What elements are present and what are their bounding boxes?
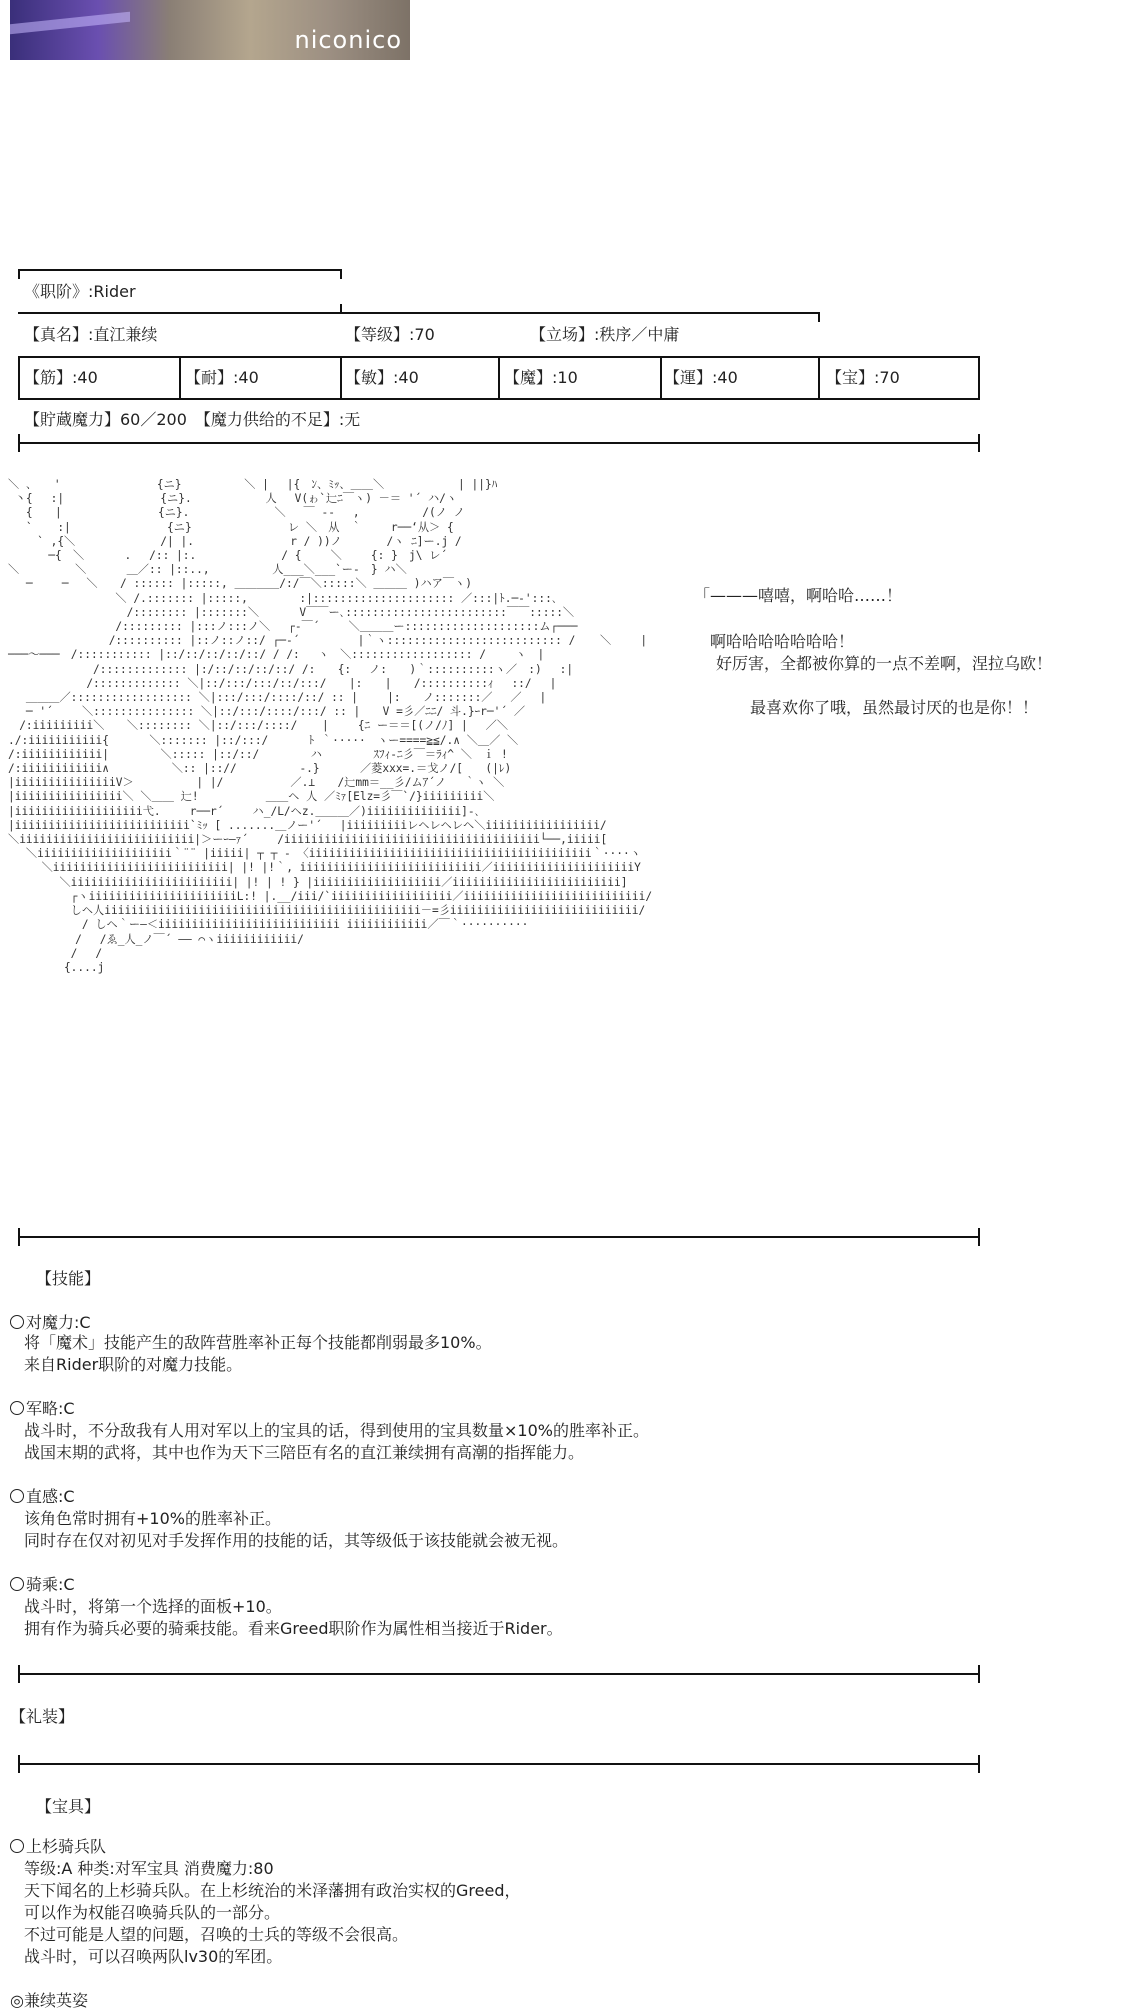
noble-phantasm-header: 【宝具】 — [36, 1797, 101, 1816]
rule-tick — [340, 269, 342, 279]
rule-tick — [978, 1665, 980, 1683]
circle-bullet-icon — [10, 1315, 24, 1329]
skill-name — [10, 1486, 75, 1508]
skills-header: 【技能】 — [36, 1269, 101, 1288]
dialog-line-2: 啊哈哈哈哈哈哈哈！ — [710, 632, 855, 651]
np-desc-line: 等级:A 种类:对军宝具 消费魔力:80 — [24, 1859, 274, 1878]
circle-bullet-icon — [10, 1489, 24, 1503]
rule-tick — [340, 304, 342, 314]
rule-tick — [818, 312, 820, 322]
skill-name — [10, 1398, 75, 1420]
skill-desc-line: 战国末期的武将，其中也作为天下三陪臣有名的直江兼续拥有高潮的指挥能力。 — [24, 1443, 585, 1462]
skill-desc-line: 来自Rider职阶的对魔力技能。 — [24, 1355, 243, 1374]
stat-endurance: 【耐】:40 — [185, 368, 259, 387]
rule-tick — [18, 1755, 20, 1773]
rule-tick — [18, 1228, 20, 1246]
rule-tick — [660, 356, 662, 400]
servant-level: 【等级】:70 — [345, 325, 435, 344]
dialog-line-3: 好厉害，全都被你算的一点不差啊，涅拉乌欧！ — [716, 654, 1053, 673]
rule-tick — [818, 356, 820, 400]
mystic-code-header: 【礼装】 — [10, 1707, 75, 1726]
skill-name — [10, 1312, 91, 1334]
servant-class: 《职阶》:Rider — [24, 282, 136, 301]
skill-name-text: 军略:C — [26, 1399, 75, 1418]
rule-after-mystic-code — [18, 1763, 980, 1765]
np-desc-line: 战斗时，可以召唤两队lv30的军团。 — [24, 1947, 283, 1966]
rule-after-art — [18, 1236, 980, 1238]
mana-reserve: 【貯蔵魔力】60／200 【魔力供给的不足】:无 — [24, 410, 361, 429]
servant-alignment: 【立场】:秩序／中庸 — [530, 325, 680, 344]
dialog-line-1: 「———嘻嘻，啊哈哈……！ — [694, 586, 903, 605]
rule-top-class — [18, 269, 342, 271]
circle-bullet-icon — [10, 1401, 24, 1415]
rule-top-name — [18, 312, 820, 314]
np-desc-line: 可以作为权能召唤骑兵队的一部分。 — [24, 1903, 281, 1922]
rule-after-skills — [18, 1673, 980, 1675]
stat-luck: 【運】:40 — [664, 368, 738, 387]
circle-bullet-icon — [10, 1839, 24, 1853]
skill-desc-line: 拥有作为骑兵必要的骑乘技能。看来Greed职阶作为属性相当接近于Rider。 — [24, 1619, 563, 1638]
np-desc-line: 不过可能是人望的问题，召唤的士兵的等级不会很高。 — [24, 1925, 409, 1944]
skill-name-text: 骑乘:C — [26, 1575, 75, 1594]
skill-desc-line: 将「魔术」技能产生的敌阵营胜率补正每个技能都削弱最多10%。 — [24, 1333, 492, 1352]
np-name-text: 上杉骑兵队 — [26, 1837, 107, 1856]
rule-tick — [18, 1665, 20, 1683]
stat-noble-phantasm: 【宝】:70 — [826, 368, 900, 387]
rule-tick — [978, 356, 980, 400]
rule-tick — [978, 1755, 980, 1773]
banner-light-streak — [10, 12, 130, 35]
circle-bullet-icon — [10, 1577, 24, 1591]
niconico-banner — [10, 0, 410, 60]
rule-tick — [18, 269, 20, 279]
skill-name-text: 对魔力:C — [26, 1313, 91, 1332]
skill-desc-line: 战斗时，不分敌我有人用对军以上的宝具的话，得到使用的宝具数量×10%的胜率补正。 — [24, 1421, 649, 1440]
servant-true-name: 【真名】:直江兼续 — [24, 325, 158, 344]
rule-top-mana — [18, 398, 980, 400]
ascii-art-character: ＼ 、 ' {ニ} ＼ | |{ ﾝ、ﾐｯ、＿＿＼ | ||}ﾊ 丶{ :| {ニ}. 人 V(ゎ`辷ﾆ￣ヽ) －＝ '´ ハ/ヽ { | {ニ}. ＼ ￣ ‐- , /(ノ ノ ` :| {ニ} レ ＼ 从 ｀ r──‘从＞ { ` ,{＼ /| |. r / ))ノ /ヽ ﾆ]ー.j / ─{ ＼ . /:: |:. / { ＼ {: } j\ レ´ ＼ ＼ ＿／:: |::.., 人___＼___`ー- } ハ＼ ─ ─ ＼ / :::::: |:::::, ＿＿＿＿/:/￣＼:::::＼ ＿＿＿ )ハア￣ヽ) ＼ /.::::::: |:::::, :|::::::::::::::::::::: ／:::|ﾄ.─-':::､ /:::::::: |:::::::＼ V￣￣ー､::::::::::::::::::::::::￣￣:::::＼ /::::::::: |:::ノ:::ノ＼ ┌‐￣´ ＼＿＿＿ー::::::::::::::::::::ム┌─── /:::::::::: |::ノ::ノ::/ ┌─‐´ |｀ヽ:::::::::::::::::::::::::: / ＼ | ───～─── /::::::::::: |::/::/::/::/::/ / /: ヽ ＼:::::::::::::::::: / ヽ | /::::::::::::: |:/::/::/::/::/ /: {: ノ: )｀::::::::::ヽ／ :) :| /::::::::::::: ＼|::/:::/:::/::/:::/ |: | /::::::::::ｨ ::/ | ＿＿＿／:::::::::::::::::: ＼|:::/:::/::::/::/ :: | |: ノ:::::::／ ／ | ─ '´ ＼::::::::::::::: ＼|::/:::/::::/:::/ :: | V =彡／ﾆﾆ/ 斗.}ｰr─'´ ／ /:iiiiiiiii＼ ＼:::::::: ＼|::/:::/::::/ | {ﾆ ー＝＝[(ノ/ﾉ] | ／＼ ./:iiiiiiiiiii{ ＼::::::: |::/:::/ ﾄ ｀····· ヽー====≧≦/.∧ ＼＿／ ＼ /:iiiiiiiiiiii| ＼::::: |::/::/ ハ ｽﾌｨ‐ﾆ彡￣＝ﾗｨ^ ＼ ｉ ! /:iiiiiiiiiiii∧ ＼:: |::// -.} ／菱xxx=.＝戈ノ/[ (|ﾚ) |iiiiiiiiiiiiiiiV＞ | |/ ／.⊥ /辷mm＝__彡/ムｱ´ノ ｀ヽ ＼ |iiiiiiiiiiiiiiii＼ ＼＿＿ 辷! ＿＿ヘ 人 ／ﾐｧ[Elz=彡￣`/}iiiiiiiii＼ |iiiiiiiiiiiiiiiiiii弋. r──r´ ハ_/L/ヘz.＿＿＿／)iiiiiiiiiiiiii]-､ |iiiiiiiiiiiiiiiiiiiiiiiiii`ﾐｯ [ .......＿ノー'´ |iiiiiiiiiレヘレヘレヘ＼iiiiiiiiiiiiiiiii/ ＼iiiiiiiiiiiiiiiiiiiiiiiiii|＞ーｰ―ｧ´ /iiiiiiiiiiiiiiiiiiiiiiiiiiiiiiiiiiiiii└──,iiiii[ ＼iiiiiiiiiiiiiiiiiiii｀¨¨ |iiiii| ┬ ┬ - 〈iiiiiiiiiiiiiiiiiiiiiiiiiiiiiiiiiiiiiiiiii｀····ヽ ＼iiiiiiiiiiiiiiiiiiiiiiiiii| |! |!｀, iiiiiiiiiiiiiiiiiiiiiiiiiii／iiiiiiiiiiiiiiiiiiiiiY ＼iiiiiiiiiiiiiiiiiiiiiiii| |! | ! } |iiiiiiiiiiiiiiiiiii／iiiiiiiiiiiiiiiiiiiiiiiii] ┌ヽiiiiiiiiiiiiiiiiiiiiiiL:! |.__/iii/`iiiiiiiiiiiiiiiiii／iiiiiiiiiiiiiiiiiiiiiiiiiii/ しヘ人iiiiiiiiiiiiiiiiiiiiiiiiiiiiiiiiiiiiiiiiiiiiiii－=彡iiiiiiiiiiiiiiiiiiiiiiiiiiii/ / しヘ｀ー―＜iiiiiiiiiiiiiiiiiiiiiiiiiii iiiiiiiiiiii／￣｀·········· / /ゑ_人_ノ￣´ ―― ⌒ヽiiiiiiiiiiii/ / / {....j — [8, 478, 653, 974]
rule-tick — [179, 356, 181, 400]
stat-agility: 【敏】:40 — [345, 368, 419, 387]
skill-desc-line: 战斗时，将第一个选择的面板+10。 — [24, 1597, 282, 1616]
skill-desc-line: 该角色常时拥有+10%的胜率补正。 — [24, 1509, 281, 1528]
np-next-item-cut: ◎兼续英姿 — [10, 1991, 88, 2010]
dialog-line-4: 最喜欢你了哦，虽然最讨厌的也是你！！ — [750, 698, 1039, 717]
rule-tick — [340, 356, 342, 400]
np-desc-line: 天下闻名的上杉骑兵队。在上杉统治的米泽藩拥有政治实权的Greed， — [24, 1881, 521, 1900]
skill-name-text: 直感:C — [26, 1487, 75, 1506]
skill-desc-line: 同时存在仅对初见对手发挥作用的技能的话，其等级低于该技能就会被无视。 — [24, 1531, 569, 1550]
skill-name — [10, 1574, 75, 1596]
rule-tick — [498, 356, 500, 400]
rule-tick — [978, 1228, 980, 1246]
rule-bottom-status — [18, 442, 980, 444]
rule-tick — [18, 356, 20, 400]
rule-tick — [978, 434, 980, 452]
niconico-logo: niconico — [294, 26, 402, 54]
stat-mana: 【魔】:10 — [504, 368, 578, 387]
stat-strength: 【筋】:40 — [24, 368, 98, 387]
rule-tick — [18, 434, 20, 452]
np-name — [10, 1836, 106, 1858]
